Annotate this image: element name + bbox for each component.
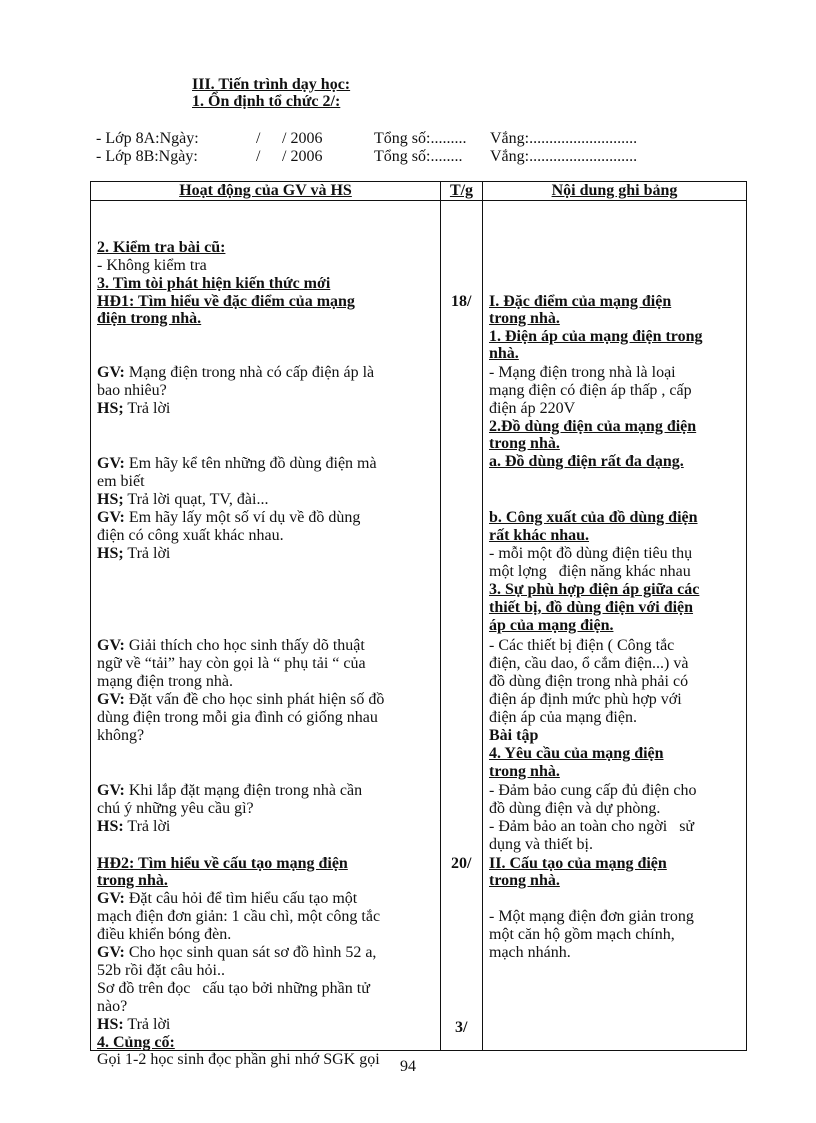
text-line: chú ý những yêu cầu gì? xyxy=(97,800,254,817)
section-ii-heading: II. Cấu tạo của mạng điện xyxy=(489,855,667,872)
section-i-heading: I. Đặc điểm của mạng điện xyxy=(489,293,672,310)
page-number: 94 xyxy=(400,1058,416,1075)
subsection-heading: 2.Đồ dùng điện của mạng điện xyxy=(489,418,697,435)
gv-label: GV: xyxy=(97,364,125,381)
text-line: 52b rồi đặt câu hỏi.. xyxy=(97,962,225,979)
table-header-row xyxy=(91,182,747,201)
text-line: Sơ đồ trên đọc cấu tạo bởi những phần tử xyxy=(97,980,370,997)
subsection-heading: 3. Sự phù hợp điện áp giữa các xyxy=(489,581,700,598)
answer-text: Trả lời quạt, TV, đài... xyxy=(123,491,269,508)
text-line: điện, cầu dao, ổ cắm điện...) và xyxy=(489,655,689,672)
gv-label: GV: xyxy=(97,691,125,708)
text-line: dụng và thiết bị. xyxy=(489,836,593,853)
activity-2-heading-cont: trong nhà. xyxy=(97,872,168,889)
activity-1-heading: HĐ1: Tìm hiểu về đặc điểm của mạng xyxy=(97,293,355,310)
subsection-heading-cont: nhà. xyxy=(489,345,519,362)
text-line: không? xyxy=(97,727,145,744)
text-line: - mỗi một đồ dùng điện tiêu thụ xyxy=(489,545,693,562)
sub-heading: 1. Ổn định tổ chức 2/: xyxy=(192,93,341,110)
subsection-heading: 1. Điện áp của mạng điện trong xyxy=(489,328,703,345)
new-knowledge-heading: 3. Tìm tòi phát hiện kiến thức mới xyxy=(97,275,331,292)
date-slash: / xyxy=(256,130,261,147)
text-line: mạch điện đơn giản: 1 cầu chì, một công tắc xyxy=(97,908,381,925)
old-lesson-check-heading: 2. Kiểm tra bài cũ: xyxy=(97,239,226,256)
question-text: Đặt câu hỏi để tìm hiểu cấu tạo một xyxy=(124,890,358,907)
text-line: điện áp định mức phù hợp với xyxy=(489,691,682,708)
text-line: - Mạng điện trong nhà là loại xyxy=(489,364,676,381)
text-line: Gọi 1-2 học sinh đọc phần ghi nhớ SGK gọi xyxy=(97,1051,380,1068)
text-line xyxy=(97,400,170,417)
text-line xyxy=(97,691,384,708)
text-line: điện có công xuất khác nhau. xyxy=(97,527,284,544)
consolidation-heading: 4. Củng cố: xyxy=(97,1034,175,1051)
date-year: / 2006 xyxy=(282,130,323,147)
hs-label: HS: xyxy=(97,1016,124,1033)
section-heading: III. Tiến trình dạy học: xyxy=(192,76,351,93)
text-line xyxy=(97,818,170,835)
question-text: Đặt vấn đề cho học sinh phát hiện số đồ xyxy=(124,691,385,708)
subsection-heading: a. Đồ dùng điện rất đa dạng. xyxy=(489,453,684,470)
text-line: - Không kiểm tra xyxy=(97,257,207,274)
text-line: mạch nhánh. xyxy=(489,944,571,961)
subsection-heading-cont: rất khác nhau. xyxy=(489,527,590,544)
activity-2-heading: HĐ2: Tìm hiểu về cấu tạo mạng điện xyxy=(97,855,348,872)
explain-text: Giải thích cho học sinh thấy dõ thuật xyxy=(124,637,365,654)
absent-count: Vắng:........................... xyxy=(490,148,638,165)
text-line: dùng điện trong mỗi gia đình có giống nhau xyxy=(97,709,378,726)
exercise-label: Bài tập xyxy=(489,727,539,744)
text-line xyxy=(97,509,360,526)
gv-label: GV: xyxy=(97,890,125,907)
subsection-heading-cont: trong nhà. xyxy=(489,763,560,780)
gv-label: GV: xyxy=(97,509,125,526)
text-line: đồ dùng điện và dự phòng. xyxy=(489,800,661,817)
class-label: - Lớp 8A:Ngày: xyxy=(96,130,199,147)
question-text: Em hãy kể tên những đồ dùng điện mà xyxy=(124,455,377,472)
hs-label: HS; xyxy=(97,545,124,562)
text-line xyxy=(97,455,377,472)
text-line: điều khiển bóng đèn. xyxy=(97,926,232,943)
section-i-heading-cont: trong nhà. xyxy=(489,310,560,327)
text-line: một căn hộ gồm mạch chính, xyxy=(489,926,675,943)
activity-1-heading-cont: điện trong nhà. xyxy=(97,310,202,327)
text-line: - Các thiết bị điện ( Công tắc xyxy=(489,637,675,654)
text-line: mạng điện có điện áp thấp , cấp xyxy=(489,382,692,399)
text-line: - Đảm bảo cung cấp đủ điện cho xyxy=(489,782,697,799)
section-ii-heading-cont: trong nhà. xyxy=(489,872,560,889)
answer-text: Trả lời xyxy=(123,400,171,417)
gv-label: GV: xyxy=(97,637,125,654)
class-8a-line xyxy=(96,130,637,147)
time-value: 18/ xyxy=(451,293,472,310)
answer-text: Trả lời xyxy=(123,545,171,562)
question-text: Cho học sinh quan sát sơ đồ hình 52 a, xyxy=(124,944,377,961)
subsection-heading-cont: trong nhà. xyxy=(489,435,560,452)
time-value: 20/ xyxy=(451,855,472,872)
header-time: T/g xyxy=(441,182,483,201)
header-board-content: Nội dung ghi bảng xyxy=(483,182,747,201)
question-text: Em hãy lấy một số ví dụ về đồ dùng xyxy=(124,509,361,526)
total-count: Tổng số:........ xyxy=(374,148,463,165)
date-year: / 2006 xyxy=(282,148,323,165)
text-line: ngữ về “tải” hay còn gọi là “ phụ tải “ của xyxy=(97,655,366,672)
header-activities: Hoạt động của GV và HS xyxy=(91,182,441,201)
date-slash: / xyxy=(256,148,261,165)
text-line xyxy=(97,491,268,508)
class-8b-line xyxy=(96,148,637,165)
table-body-row xyxy=(91,201,747,1051)
text-line: em biết xyxy=(97,473,145,490)
text-line xyxy=(97,890,357,907)
text-line: điện áp 220V xyxy=(489,400,576,417)
text-line xyxy=(97,545,170,562)
text-line: nào? xyxy=(97,998,128,1015)
time-cell xyxy=(441,201,483,1051)
text-line: điện áp của mạng điện. xyxy=(489,709,637,726)
text-line: - Một mạng điện đơn giản trong xyxy=(489,908,694,925)
hs-label: HS: xyxy=(97,818,124,835)
text-line xyxy=(97,637,365,654)
time-value: 3/ xyxy=(455,1019,468,1036)
gv-label: GV: xyxy=(97,944,125,961)
question-text: Khi lắp đặt mạng điện trong nhà cần xyxy=(124,782,363,799)
gv-label: GV: xyxy=(97,455,125,472)
text-line: đồ dùng điện trong nhà phải có xyxy=(489,673,689,690)
question-text: Mạng điện trong nhà có cấp điện áp là xyxy=(124,364,375,381)
board-content-cell xyxy=(483,201,747,1051)
absent-count: Vắng:........................... xyxy=(490,130,638,147)
hs-label: HS; xyxy=(97,400,124,417)
answer-text: Trả lời xyxy=(123,1016,171,1033)
subsection-heading: b. Công xuất của đồ dùng điện xyxy=(489,509,698,526)
class-label: - Lớp 8B:Ngày: xyxy=(96,148,198,165)
text-line xyxy=(97,1016,170,1033)
total-count: Tổng số:......... xyxy=(374,130,467,147)
text-line: - Đảm bảo an toàn cho ngời sử xyxy=(489,818,695,835)
text-line xyxy=(97,944,376,961)
gv-label: GV: xyxy=(97,782,125,799)
subsection-heading-cont: thiết bị, đồ dùng điện với điện xyxy=(489,599,694,616)
text-line xyxy=(97,782,362,799)
text-line xyxy=(97,364,374,381)
text-line: bao nhiêu? xyxy=(97,382,167,399)
text-line: một lợng điện năng khác nhau xyxy=(489,563,691,580)
answer-text: Trả lời xyxy=(123,818,171,835)
subsection-heading-cont: áp của mạng điện. xyxy=(489,617,614,634)
hs-label: HS; xyxy=(97,491,124,508)
subsection-heading: 4. Yêu cầu của mạng điện xyxy=(489,745,664,762)
text-line: mạng điện trong nhà. xyxy=(97,673,233,690)
